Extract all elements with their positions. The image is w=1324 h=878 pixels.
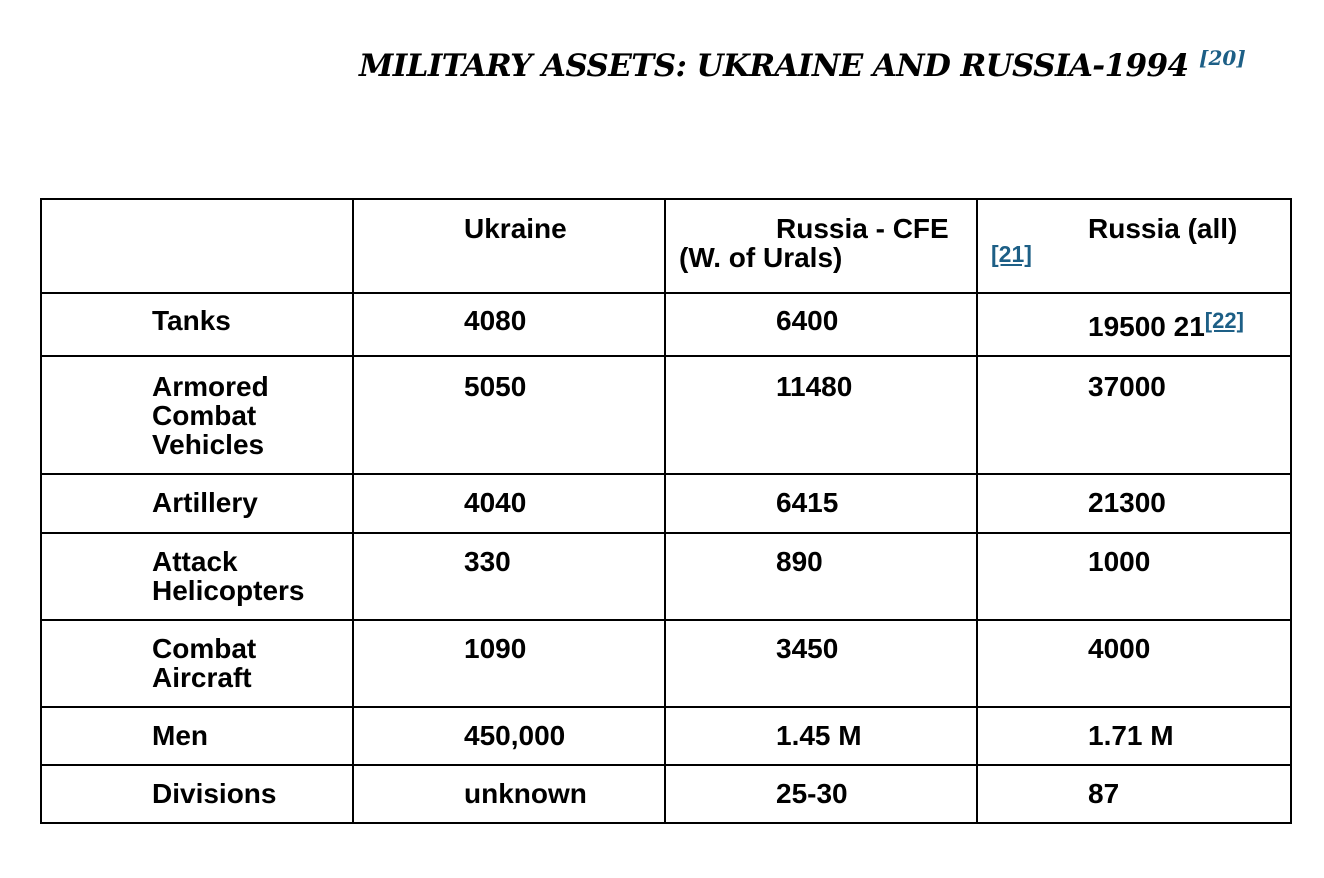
cell-russia-cfe: 25-30	[665, 765, 977, 823]
title-footnote-link[interactable]: [20]	[1199, 46, 1246, 70]
cell-russia-cfe: 6400	[665, 293, 977, 356]
header-cell-russia-cfe	[665, 199, 977, 293]
cell-ukraine: 1090	[353, 620, 665, 707]
cell-ukraine: 4040	[353, 474, 665, 533]
cell-russia-all: 1000	[977, 533, 1291, 620]
cell-russia-all: 21300	[977, 474, 1291, 533]
table-row	[41, 620, 1291, 707]
cell-russia-cfe: 6415	[665, 474, 977, 533]
cell-russia-cfe: 3450	[665, 620, 977, 707]
table-row	[41, 356, 1291, 474]
cell-russia-all: 1.71 M	[977, 707, 1291, 765]
table-row	[41, 533, 1291, 620]
cell-ukraine: unknown	[353, 765, 665, 823]
cell-russia-cfe: 890	[665, 533, 977, 620]
header-cell-ukraine	[353, 199, 665, 293]
cell-russia-all	[977, 293, 1291, 356]
cell-ukraine: 330	[353, 533, 665, 620]
russia-all-footnote-link[interactable]: [21]	[991, 241, 1032, 267]
cell-russia-all-value: 19500 21	[1088, 311, 1205, 342]
header-label-russia-cfe-line1: Russia - CFE	[776, 213, 949, 244]
cell-ukraine: 5050	[353, 356, 665, 474]
cell-ukraine: 450,000	[353, 707, 665, 765]
row-label-armored-combat-vehicles: Armored Combat Vehicles	[41, 356, 353, 474]
cell-russia-cfe: 1.45 M	[665, 707, 977, 765]
header-label-ukraine: Ukraine	[464, 213, 567, 244]
table-row	[41, 765, 1291, 823]
row-label-attack-helicopters: Attack Helicopters	[41, 533, 353, 620]
table-header-row	[41, 199, 1291, 293]
row-label-men: Men	[41, 707, 353, 765]
row-label-artillery: Artillery	[41, 474, 353, 533]
header-label-russia-cfe-line2: (W. of Urals)	[679, 242, 843, 273]
header-cell-russia-all	[977, 199, 1291, 293]
cell-russia-all: 37000	[977, 356, 1291, 474]
row-label-combat-aircraft: Combat Aircraft	[41, 620, 353, 707]
cell-russia-cfe: 11480	[665, 356, 977, 474]
page-title: MILITARY ASSETS: UKRAINE AND RUSSIA-1994	[359, 48, 1189, 84]
cell-russia-all: 87	[977, 765, 1291, 823]
table-row	[41, 707, 1291, 765]
row-label-tanks: Tanks	[41, 293, 353, 356]
header-label-russia-all: Russia (all)	[1088, 213, 1238, 244]
table-row	[41, 293, 1291, 356]
cell-ukraine: 4080	[353, 293, 665, 356]
cell-russia-all: 4000	[977, 620, 1291, 707]
row-label-divisions: Divisions	[41, 765, 353, 823]
header-cell-blank	[41, 199, 353, 293]
table-row	[41, 474, 1291, 533]
military-assets-table	[40, 198, 1292, 824]
tanks-footnote-link[interactable]: [22]	[1204, 308, 1244, 333]
